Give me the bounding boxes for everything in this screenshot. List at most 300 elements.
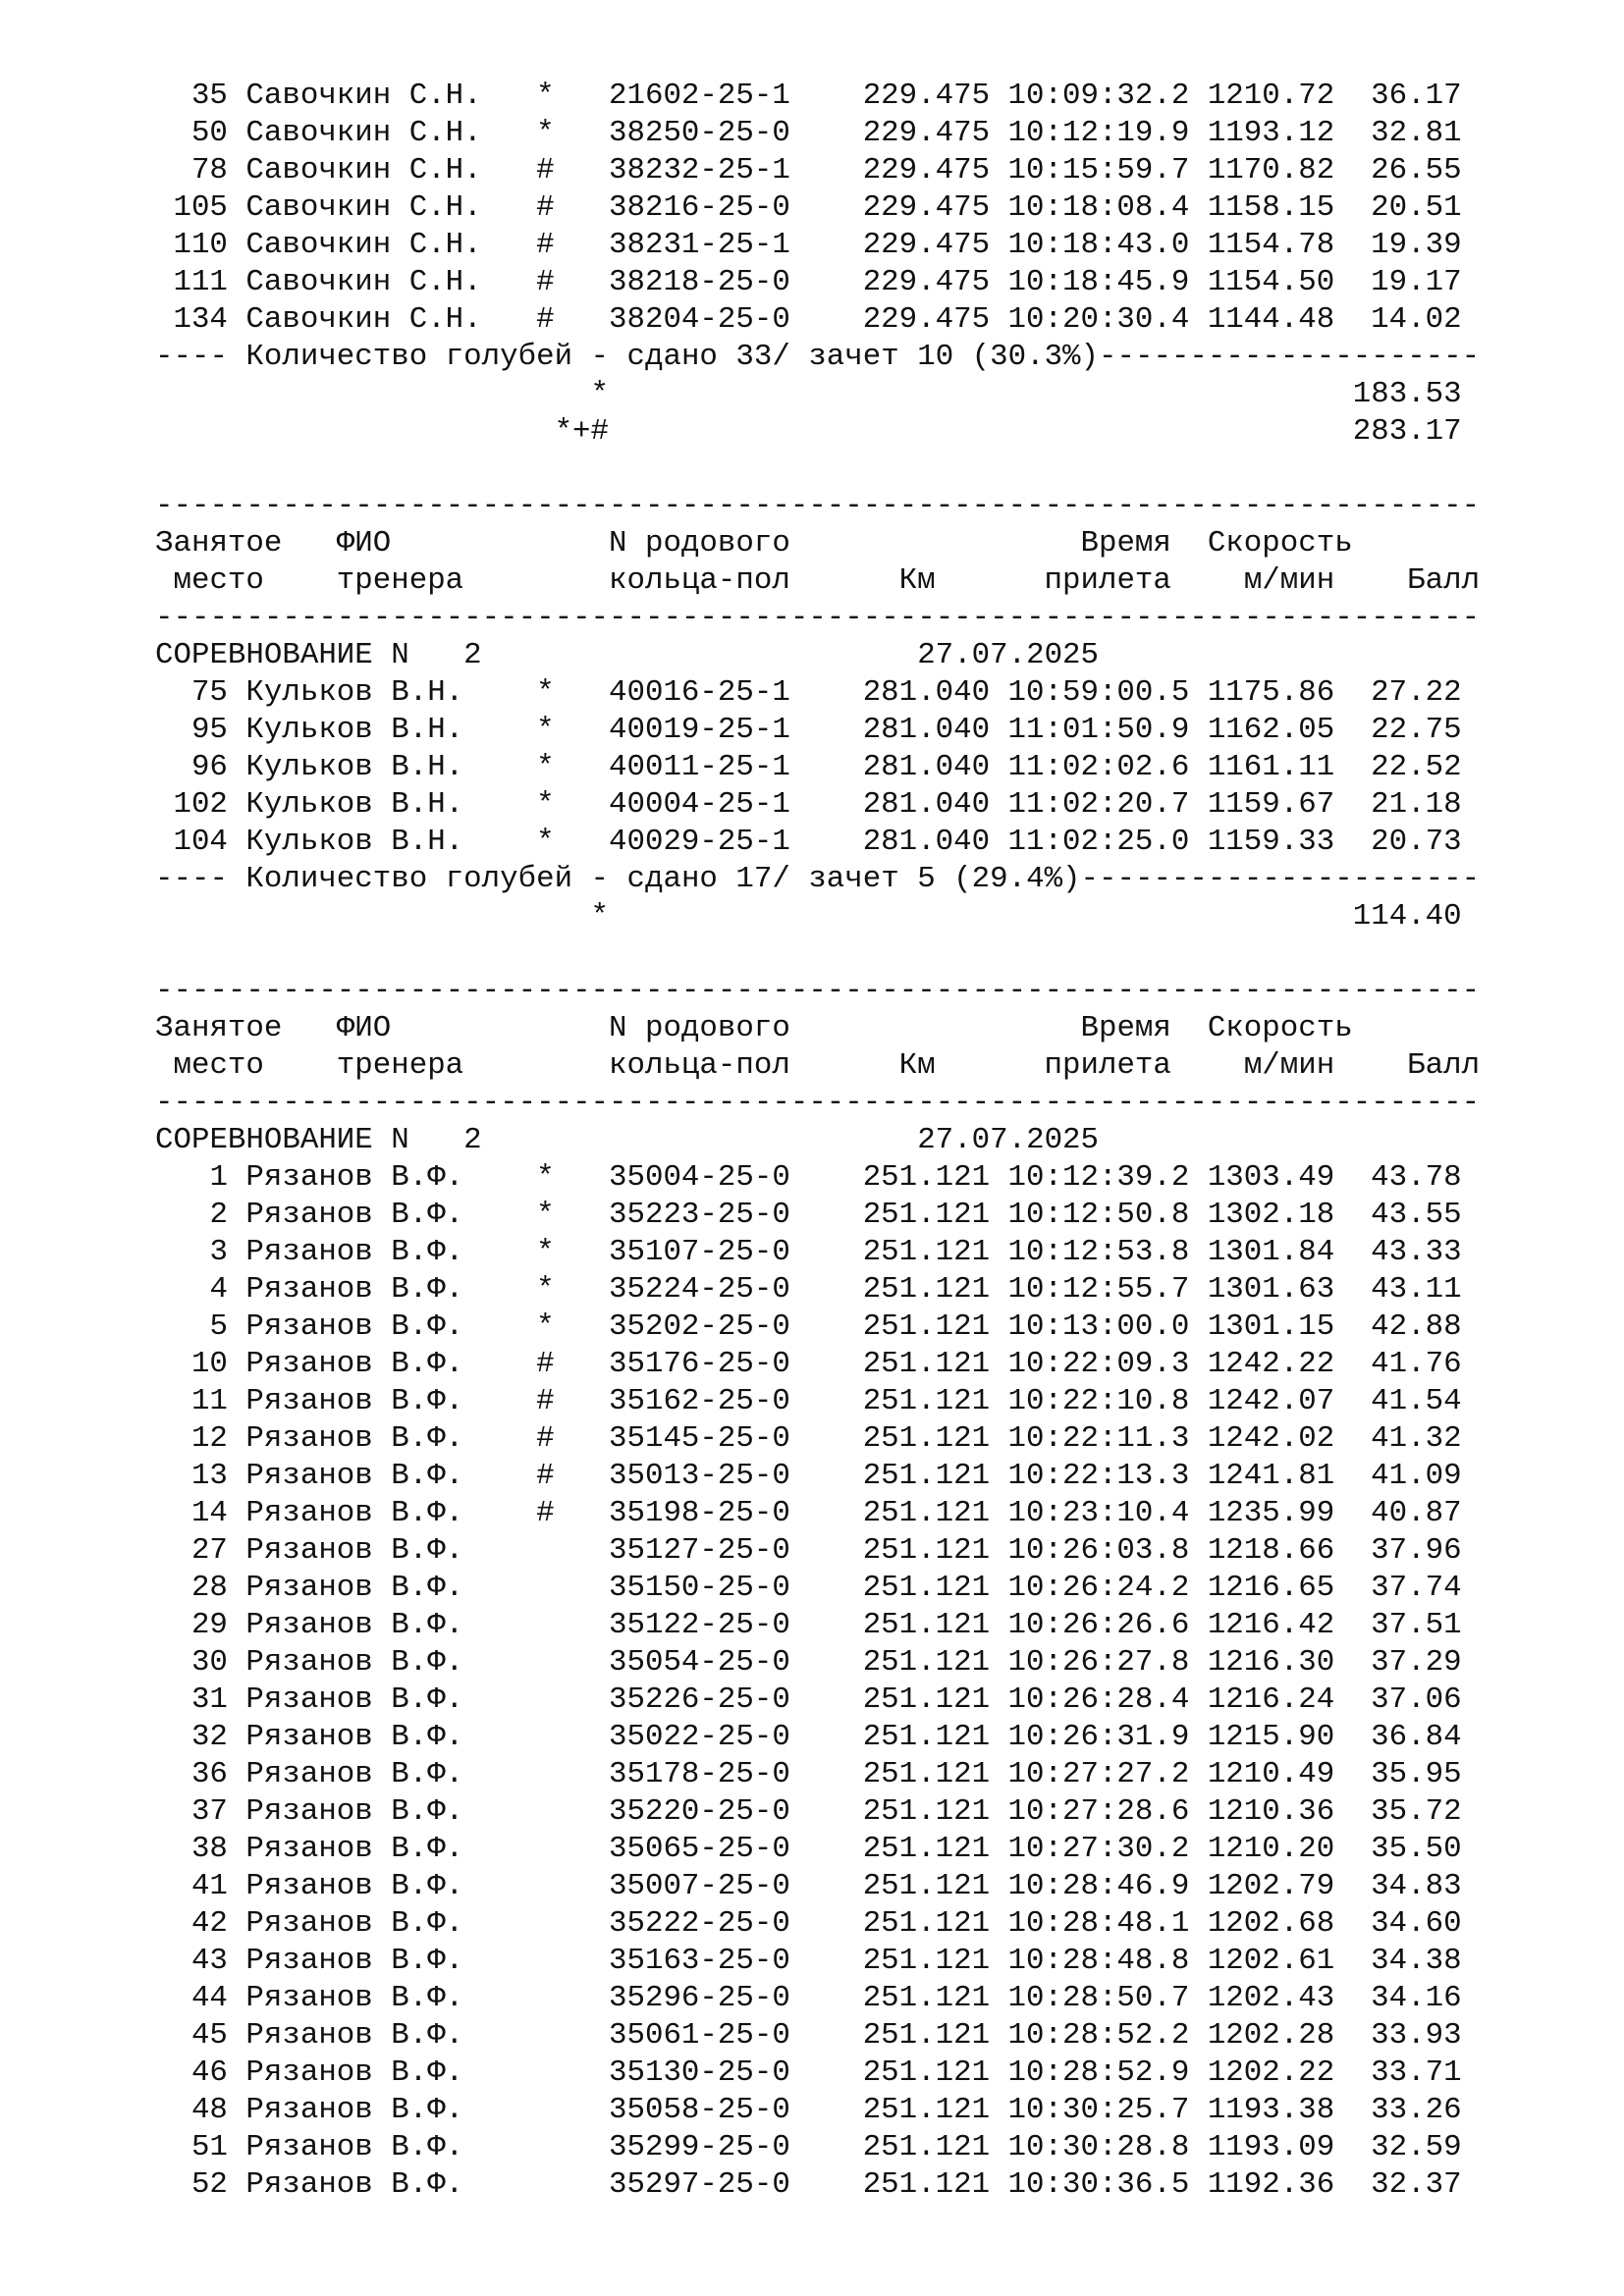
place-cell: 111 [173, 265, 228, 299]
arrival-time-cell: 10:28:52.9 [1007, 2056, 1190, 2090]
blank-line [155, 935, 1480, 973]
results-sheet [155, 78, 1480, 2204]
score-cell: 22.52 [1371, 750, 1462, 784]
score-cell: 21.18 [1371, 787, 1462, 822]
table-row [155, 78, 1480, 115]
total-value: 283.17 [1352, 414, 1462, 449]
arrival-time-cell: 10:26:24.2 [1007, 1571, 1190, 1605]
ring-cell: 35163-25-0 [609, 1944, 790, 1978]
ring-cell: 35222-25-0 [609, 1906, 790, 1941]
score-cell: 41.32 [1371, 1421, 1462, 1456]
table-row [155, 1943, 1480, 1980]
score-cell: 37.96 [1371, 1533, 1462, 1568]
trainer-cell: Рязанов В.Ф. [245, 2093, 464, 2127]
table-row [155, 1495, 1480, 1532]
trainer-cell: Савочкин С.Н. [245, 190, 482, 225]
trainer-cell: Савочкин С.Н. [245, 302, 482, 337]
place-cell: 110 [173, 228, 228, 262]
ring-cell: 35296-25-0 [609, 1981, 790, 2015]
dash-line: ------------------------------------------------------------------------- [155, 601, 1481, 635]
km-cell: 251.121 [862, 1533, 991, 1568]
trainer-cell: Рязанов В.Ф. [245, 1645, 464, 1680]
speed-cell: 1210.36 [1207, 1794, 1335, 1829]
place-cell: 13 [190, 1459, 228, 1493]
score-cell: 35.72 [1371, 1794, 1462, 1829]
table-row [155, 1271, 1480, 1308]
trainer-cell: Рязанов В.Ф. [245, 2018, 464, 2053]
speed-cell: 1202.28 [1207, 2018, 1335, 2053]
header-name: тренера [336, 563, 464, 598]
ring-cell: 35178-25-0 [609, 1757, 790, 1791]
ring-cell: 40011-25-1 [609, 750, 790, 784]
arrival-time-cell: 11:02:02.6 [1007, 750, 1190, 784]
competition-title: СОРЕВНОВАНИЕ N 2 [155, 638, 482, 672]
score-cell: 20.51 [1371, 190, 1462, 225]
table-row [155, 1383, 1480, 1420]
speed-cell: 1175.86 [1207, 675, 1335, 710]
table-row [155, 1831, 1480, 1868]
place-cell: 2 [209, 1198, 228, 1232]
mark-cell: # [536, 1496, 555, 1530]
table-row [155, 1420, 1480, 1458]
speed-cell: 1242.02 [1207, 1421, 1335, 1456]
dash-line: ------------------------------------------------------------------------- [155, 974, 1481, 1008]
score-cell: 32.59 [1371, 2130, 1462, 2164]
table-row [155, 115, 1480, 152]
trainer-cell: Рязанов В.Ф. [245, 2167, 464, 2202]
header-name: ФИО [336, 1011, 392, 1045]
place-cell: 36 [190, 1757, 228, 1791]
total-value: 183.53 [1352, 377, 1462, 411]
place-cell: 28 [190, 1571, 228, 1605]
trainer-cell: Кульков В.Н. [245, 750, 464, 784]
mark-cell: # [536, 302, 555, 337]
km-cell: 251.121 [862, 1347, 991, 1381]
place-cell: 43 [190, 1944, 228, 1978]
arrival-time-cell: 11:02:20.7 [1007, 787, 1190, 822]
km-cell: 281.040 [862, 750, 991, 784]
total-mark: *+# [554, 414, 610, 449]
table-row [155, 1868, 1480, 1905]
km-cell: 281.040 [862, 675, 991, 710]
score-cell: 20.73 [1371, 825, 1462, 859]
speed-cell: 1158.15 [1207, 190, 1335, 225]
trainer-cell: Рязанов В.Ф. [245, 1682, 464, 1717]
km-cell: 251.121 [862, 2056, 991, 2090]
ring-cell: 35145-25-0 [609, 1421, 790, 1456]
place-cell: 48 [190, 2093, 228, 2127]
mark-cell: * [536, 713, 555, 747]
ring-cell: 35061-25-0 [609, 2018, 790, 2053]
dash-line: ------------------------------------------------------------------------- [155, 489, 1481, 523]
trainer-cell: Рязанов В.Ф. [245, 1571, 464, 1605]
trainer-cell: Рязанов В.Ф. [245, 1309, 464, 1344]
arrival-time-cell: 10:30:25.7 [1007, 2093, 1190, 2127]
header-ring: N родового [609, 526, 790, 561]
arrival-time-cell: 10:09:32.2 [1007, 79, 1190, 113]
place-cell: 12 [190, 1421, 228, 1456]
km-cell: 281.040 [862, 787, 991, 822]
km-cell: 281.040 [862, 713, 991, 747]
header-speed: Скорость [1207, 1011, 1353, 1045]
ring-cell: 38216-25-0 [609, 190, 790, 225]
trainer-cell: Савочкин С.Н. [245, 228, 482, 262]
place-cell: 5 [209, 1309, 228, 1344]
header-ring: кольца-пол [609, 1048, 790, 1083]
ring-cell: 40004-25-1 [609, 787, 790, 822]
score-cell: 14.02 [1371, 302, 1462, 337]
km-cell: 229.475 [862, 190, 991, 225]
table-row [155, 1980, 1480, 2017]
place-cell: 105 [173, 190, 228, 225]
competition-row [155, 637, 1480, 674]
arrival-time-cell: 10:12:50.8 [1007, 1198, 1190, 1232]
header-ring: N родового [609, 1011, 790, 1045]
km-cell: 229.475 [862, 265, 991, 299]
place-cell: 1 [209, 1160, 228, 1195]
speed-cell: 1216.42 [1207, 1608, 1335, 1642]
speed-cell: 1144.48 [1207, 302, 1335, 337]
km-cell: 251.121 [862, 1682, 991, 1717]
header-km: Км [898, 563, 936, 598]
ring-cell: 35122-25-0 [609, 1608, 790, 1642]
speed-cell: 1210.72 [1207, 79, 1335, 113]
place-cell: 102 [173, 787, 228, 822]
ring-cell: 35176-25-0 [609, 1347, 790, 1381]
speed-cell: 1303.49 [1207, 1160, 1335, 1195]
mark-cell: * [536, 79, 555, 113]
table-row [155, 1346, 1480, 1383]
place-cell: 30 [190, 1645, 228, 1680]
km-cell: 251.121 [862, 1608, 991, 1642]
total-row [155, 898, 1480, 935]
speed-cell: 1301.84 [1207, 1235, 1335, 1269]
mark-cell: * [536, 1235, 555, 1269]
speed-cell: 1215.90 [1207, 1720, 1335, 1754]
score-cell: 33.26 [1371, 2093, 1462, 2127]
mark-cell: * [536, 750, 555, 784]
header-row-1 [155, 1010, 1480, 1047]
score-cell: 32.81 [1371, 116, 1462, 150]
table-row [155, 1644, 1480, 1682]
score-cell: 41.54 [1371, 1384, 1462, 1418]
mark-cell: * [536, 675, 555, 710]
ring-cell: 35004-25-0 [609, 1160, 790, 1195]
table-row [155, 2129, 1480, 2166]
speed-cell: 1202.68 [1207, 1906, 1335, 1941]
score-cell: 34.38 [1371, 1944, 1462, 1978]
ring-cell: 35299-25-0 [609, 2130, 790, 2164]
arrival-time-cell: 11:02:25.0 [1007, 825, 1190, 859]
place-cell: 10 [190, 1347, 228, 1381]
place-cell: 51 [190, 2130, 228, 2164]
table-row [155, 301, 1480, 339]
place-cell: 4 [209, 1272, 228, 1307]
arrival-time-cell: 10:26:31.9 [1007, 1720, 1190, 1754]
header-speed: Скорость [1207, 526, 1353, 561]
place-cell: 45 [190, 2018, 228, 2053]
speed-cell: 1159.67 [1207, 787, 1335, 822]
speed-cell: 1159.33 [1207, 825, 1335, 859]
header-name: тренера [336, 1048, 464, 1083]
score-cell: 32.37 [1371, 2167, 1462, 2202]
trainer-cell: Рязанов В.Ф. [245, 1235, 464, 1269]
table-row [155, 786, 1480, 824]
speed-cell: 1193.38 [1207, 2093, 1335, 2127]
score-cell: 43.55 [1371, 1198, 1462, 1232]
arrival-time-cell: 10:12:19.9 [1007, 116, 1190, 150]
place-cell: 96 [190, 750, 228, 784]
table-row [155, 824, 1480, 861]
arrival-time-cell: 10:27:27.2 [1007, 1757, 1190, 1791]
arrival-time-cell: 10:22:13.3 [1007, 1459, 1190, 1493]
ring-cell: 38218-25-0 [609, 265, 790, 299]
mark-cell: * [536, 1198, 555, 1232]
header-place: место [155, 563, 264, 598]
ring-cell: 38231-25-1 [609, 228, 790, 262]
place-cell: 14 [190, 1496, 228, 1530]
total-row [155, 413, 1480, 451]
km-cell: 281.040 [862, 825, 991, 859]
speed-cell: 1202.22 [1207, 2056, 1335, 2090]
competition-date: 27.07.2025 [917, 638, 1100, 672]
score-cell: 43.78 [1371, 1160, 1462, 1195]
header-place: Занятое [155, 1011, 283, 1045]
speed-cell: 1161.11 [1207, 750, 1335, 784]
score-cell: 37.29 [1371, 1645, 1462, 1680]
header-speed: м/мин [1243, 1048, 1335, 1083]
place-cell: 37 [190, 1794, 228, 1829]
ring-cell: 35224-25-0 [609, 1272, 790, 1307]
trainer-cell: Рязанов В.Ф. [245, 1384, 464, 1418]
ring-cell: 35007-25-0 [609, 1869, 790, 1903]
km-cell: 251.121 [862, 1571, 991, 1605]
trainer-cell: Рязанов В.Ф. [245, 1869, 464, 1903]
arrival-time-cell: 10:26:27.8 [1007, 1645, 1190, 1680]
speed-cell: 1210.20 [1207, 1832, 1335, 1866]
total-row [155, 376, 1480, 413]
trainer-cell: Рязанов В.Ф. [245, 1608, 464, 1642]
speed-cell: 1202.79 [1207, 1869, 1335, 1903]
place-cell: 50 [190, 116, 228, 150]
table-row [155, 227, 1480, 264]
arrival-time-cell: 10:28:48.1 [1007, 1906, 1190, 1941]
table-row [155, 1532, 1480, 1570]
km-cell: 251.121 [862, 1944, 991, 1978]
place-cell: 29 [190, 1608, 228, 1642]
header-score: Балл [1407, 1048, 1481, 1083]
mark-cell: * [536, 1160, 555, 1195]
km-cell: 251.121 [862, 1272, 991, 1307]
mark-cell: * [536, 116, 555, 150]
trainer-cell: Рязанов В.Ф. [245, 1794, 464, 1829]
trainer-cell: Рязанов В.Ф. [245, 1198, 464, 1232]
km-cell: 251.121 [862, 2018, 991, 2053]
score-cell: 43.33 [1371, 1235, 1462, 1269]
table-row [155, 1905, 1480, 1943]
score-cell: 37.74 [1371, 1571, 1462, 1605]
mark-cell: * [536, 1309, 555, 1344]
ring-cell: 35022-25-0 [609, 1720, 790, 1754]
score-cell: 41.09 [1371, 1459, 1462, 1493]
km-cell: 251.121 [862, 1981, 991, 2015]
place-cell: 3 [209, 1235, 228, 1269]
ring-cell: 35223-25-0 [609, 1198, 790, 1232]
ring-cell: 40029-25-1 [609, 825, 790, 859]
speed-cell: 1241.81 [1207, 1459, 1335, 1493]
place-cell: 38 [190, 1832, 228, 1866]
mark-cell: # [536, 190, 555, 225]
km-cell: 251.121 [862, 1906, 991, 1941]
mark-cell: * [536, 1272, 555, 1307]
speed-cell: 1170.82 [1207, 153, 1335, 187]
ring-cell: 40016-25-1 [609, 675, 790, 710]
ring-cell: 35054-25-0 [609, 1645, 790, 1680]
score-cell: 19.17 [1371, 265, 1462, 299]
trainer-cell: Рязанов В.Ф. [245, 2130, 464, 2164]
trainer-cell: Рязанов В.Ф. [245, 1981, 464, 2015]
trainer-cell: Рязанов В.Ф. [245, 1459, 464, 1493]
speed-cell: 1154.78 [1207, 228, 1335, 262]
table-row [155, 1458, 1480, 1495]
ring-cell: 35220-25-0 [609, 1794, 790, 1829]
table-row [155, 712, 1480, 749]
arrival-time-cell: 10:12:53.8 [1007, 1235, 1190, 1269]
speed-cell: 1242.22 [1207, 1347, 1335, 1381]
arrival-time-cell: 10:26:03.8 [1007, 1533, 1190, 1568]
table-row [155, 264, 1480, 301]
mark-cell: # [536, 1459, 555, 1493]
score-cell: 34.60 [1371, 1906, 1462, 1941]
ring-cell: 38204-25-0 [609, 302, 790, 337]
place-cell: 35 [190, 79, 228, 113]
arrival-time-cell: 10:23:10.4 [1007, 1496, 1190, 1530]
score-cell: 34.16 [1371, 1981, 1462, 2015]
arrival-time-cell: 10:27:30.2 [1007, 1832, 1190, 1866]
score-cell: 43.11 [1371, 1272, 1462, 1307]
score-cell: 34.83 [1371, 1869, 1462, 1903]
header-row-2 [155, 562, 1480, 600]
ring-cell: 35150-25-0 [609, 1571, 790, 1605]
arrival-time-cell: 10:26:26.6 [1007, 1608, 1190, 1642]
trainer-cell: Рязанов В.Ф. [245, 1272, 464, 1307]
place-cell: 52 [190, 2167, 228, 2202]
km-cell: 229.475 [862, 153, 991, 187]
trainer-cell: Рязанов В.Ф. [245, 1533, 464, 1568]
speed-cell: 1154.50 [1207, 265, 1335, 299]
place-cell: 134 [173, 302, 228, 337]
km-cell: 251.121 [862, 2093, 991, 2127]
arrival-time-cell: 10:12:39.2 [1007, 1160, 1190, 1195]
speed-cell: 1193.09 [1207, 2130, 1335, 2164]
speed-cell: 1193.12 [1207, 116, 1335, 150]
arrival-time-cell: 10:22:11.3 [1007, 1421, 1190, 1456]
place-cell: 75 [190, 675, 228, 710]
arrival-time-cell: 11:01:50.9 [1007, 713, 1190, 747]
trainer-cell: Рязанов В.Ф. [245, 1906, 464, 1941]
arrival-time-cell: 10:22:09.3 [1007, 1347, 1190, 1381]
header-speed: м/мин [1243, 563, 1335, 598]
ring-cell: 35107-25-0 [609, 1235, 790, 1269]
header-time: прилета [1044, 1048, 1171, 1083]
ring-cell: 35226-25-0 [609, 1682, 790, 1717]
mark-cell: # [536, 153, 555, 187]
arrival-time-cell: 10:28:52.2 [1007, 2018, 1190, 2053]
mark-cell: # [536, 228, 555, 262]
total-mark: * [590, 377, 610, 411]
table-row [155, 1793, 1480, 1831]
km-cell: 251.121 [862, 1496, 991, 1530]
km-cell: 251.121 [862, 1235, 991, 1269]
trainer-cell: Рязанов В.Ф. [245, 1832, 464, 1866]
competition-title: СОРЕВНОВАНИЕ N 2 [155, 1123, 482, 1157]
score-cell: 37.51 [1371, 1608, 1462, 1642]
km-cell: 251.121 [862, 1309, 991, 1344]
mark-cell: # [536, 265, 555, 299]
table-row [155, 152, 1480, 189]
trainer-cell: Савочкин С.Н. [245, 116, 482, 150]
ring-cell: 35130-25-0 [609, 2056, 790, 2090]
header-place: Занятое [155, 526, 283, 561]
speed-cell: 1192.36 [1207, 2167, 1335, 2202]
table-row [155, 1234, 1480, 1271]
score-cell: 33.71 [1371, 2056, 1462, 2090]
table-row [155, 1159, 1480, 1197]
place-cell: 42 [190, 1906, 228, 1941]
trainer-cell: Савочкин С.Н. [245, 79, 482, 113]
speed-cell: 1216.24 [1207, 1682, 1335, 1717]
table-row [155, 1719, 1480, 1756]
header-score: Балл [1407, 563, 1481, 598]
ring-cell: 35198-25-0 [609, 1496, 790, 1530]
arrival-time-cell: 10:28:46.9 [1007, 1869, 1190, 1903]
header-name: ФИО [336, 526, 392, 561]
km-cell: 251.121 [862, 1160, 991, 1195]
ring-cell: 38232-25-1 [609, 153, 790, 187]
ring-cell: 35202-25-0 [609, 1309, 790, 1344]
trainer-cell: Рязанов В.Ф. [245, 1347, 464, 1381]
speed-cell: 1218.66 [1207, 1533, 1335, 1568]
competition-row [155, 1122, 1480, 1159]
arrival-time-cell: 10:26:28.4 [1007, 1682, 1190, 1717]
arrival-time-cell: 10:30:28.8 [1007, 2130, 1190, 2164]
trainer-cell: Рязанов В.Ф. [245, 1944, 464, 1978]
km-cell: 251.121 [862, 1720, 991, 1754]
km-cell: 251.121 [862, 2167, 991, 2202]
arrival-time-cell: 10:20:30.4 [1007, 302, 1190, 337]
trainer-cell: Рязанов В.Ф. [245, 1421, 464, 1456]
speed-cell: 1202.61 [1207, 1944, 1335, 1978]
ring-cell: 35065-25-0 [609, 1832, 790, 1866]
arrival-time-cell: 10:12:55.7 [1007, 1272, 1190, 1307]
ring-cell: 35127-25-0 [609, 1533, 790, 1568]
table-row [155, 1682, 1480, 1719]
km-cell: 229.475 [862, 228, 991, 262]
arrival-time-cell: 10:18:08.4 [1007, 190, 1190, 225]
score-cell: 42.88 [1371, 1309, 1462, 1344]
summary-line: ---- Количество голубей - сдано 17/ зачет 5 (29.4%)---------------------- [155, 862, 1481, 896]
header-time: Время [1080, 1011, 1171, 1045]
arrival-time-cell: 10:30:36.5 [1007, 2167, 1190, 2202]
score-cell: 35.95 [1371, 1757, 1462, 1791]
table-row [155, 1570, 1480, 1607]
place-cell: 46 [190, 2056, 228, 2090]
speed-cell: 1216.65 [1207, 1571, 1335, 1605]
km-cell: 251.121 [862, 1832, 991, 1866]
trainer-cell: Савочкин С.Н. [245, 265, 482, 299]
arrival-time-cell: 10:18:45.9 [1007, 265, 1190, 299]
place-cell: 95 [190, 713, 228, 747]
